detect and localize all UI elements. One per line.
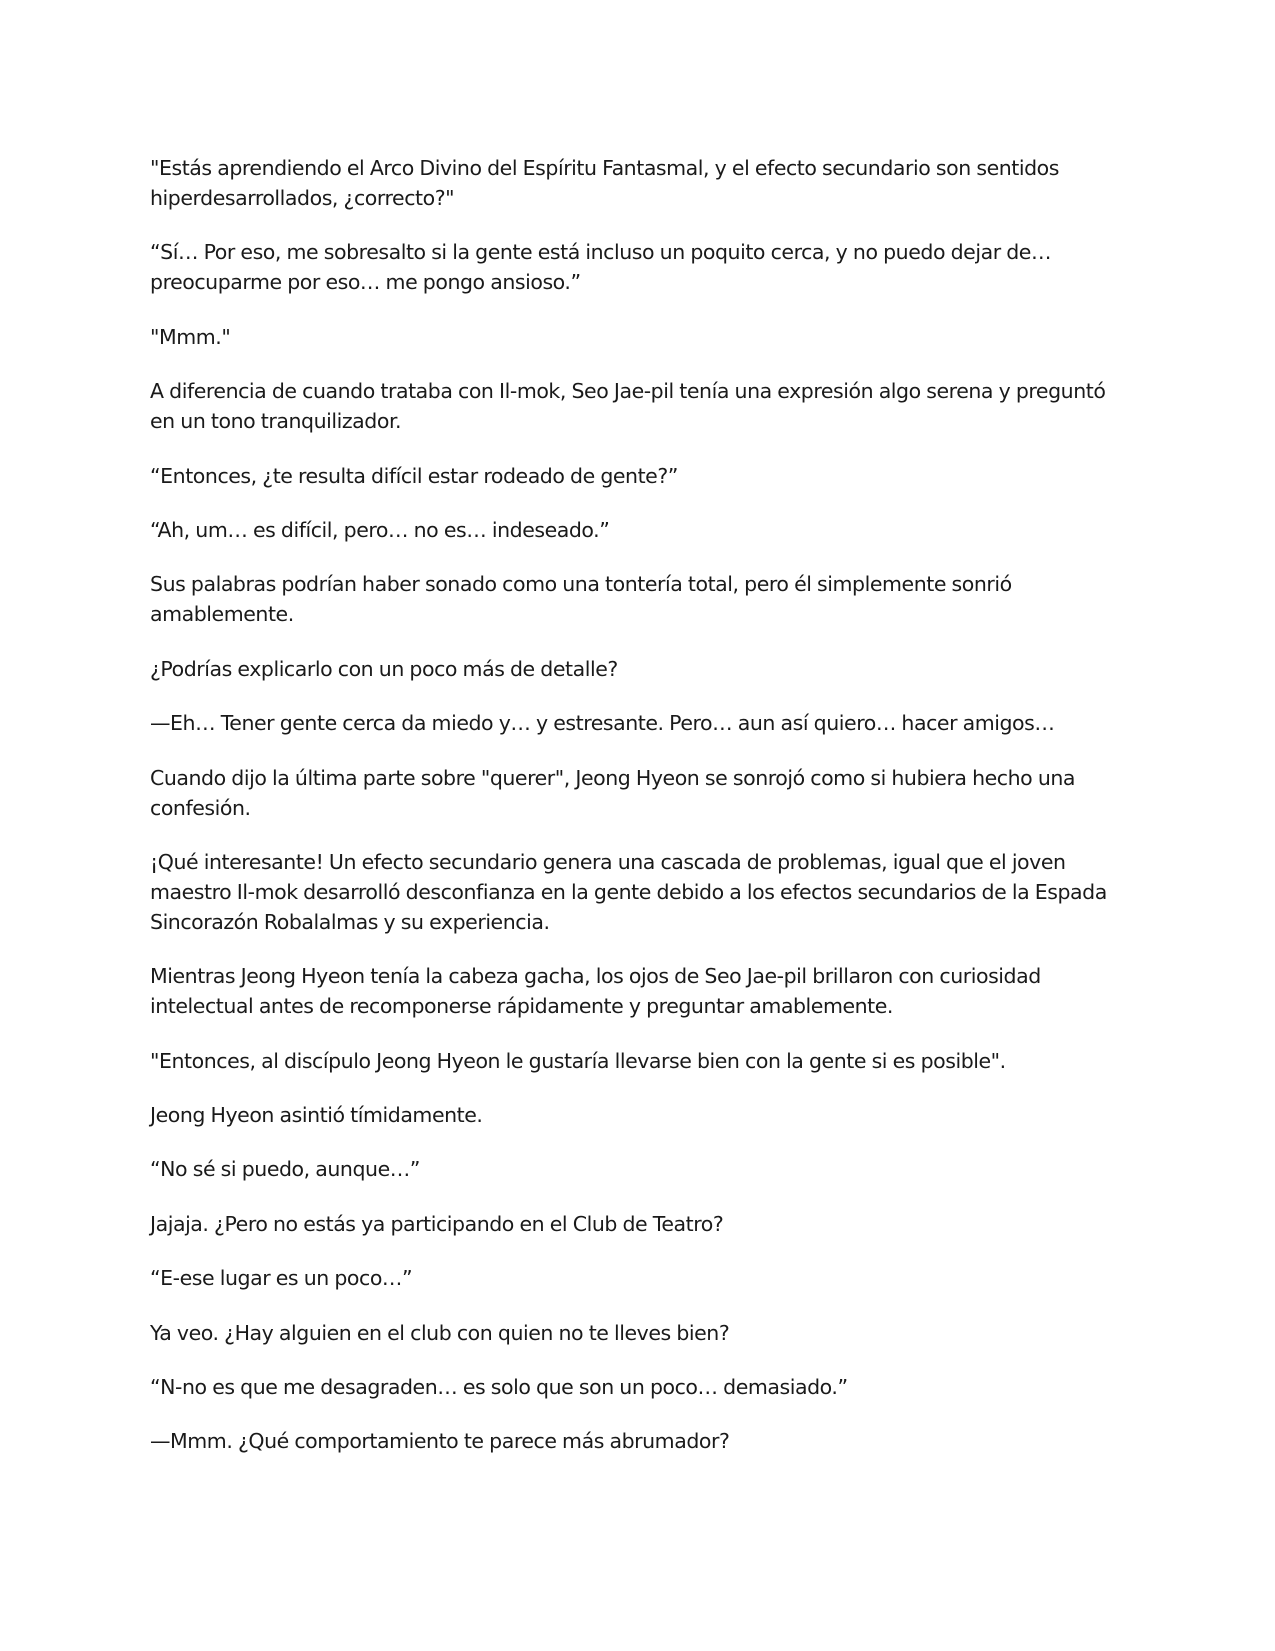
paragraph-12: Mientras Jeong Hyeon tenía la cabeza gacha, los ojos de Seo Jae-pil brillaron con curiosidad intelectual antes de recomponerse rápidamente y preguntar amablemente. bbox=[150, 964, 1041, 1019]
paragraph-1: "Estás aprendiendo el Arco Divino del Espíritu Fantasmal, y el efecto secundario son sentidos hiperdesarrollados, ¿correcto?" bbox=[150, 156, 1059, 210]
paragraph-5: “Entonces, ¿te resulta difícil estar rodeado de gente?” bbox=[150, 463, 678, 488]
paragraph-19: “N-no es que me desagraden… es solo que son un poco… demasiado.” bbox=[150, 1375, 848, 1400]
paragraph-18: Ya veo. ¿Hay alguien en el club con quien no te lleves bien? bbox=[150, 1320, 730, 1345]
paragraph-16: Jajaja. ¿Pero no estás ya participando en el Club de Teatro? bbox=[150, 1211, 724, 1236]
paragraph-3: "Mmm." bbox=[150, 324, 231, 349]
paragraph-17: “E-ese lugar es un poco…” bbox=[150, 1266, 413, 1291]
document-body bbox=[150, 153, 1125, 1481]
paragraph-20: —Mmm. ¿Qué comportamiento te parece más abrumador? bbox=[150, 1429, 730, 1454]
paragraph-11: ¡Qué interesante! Un efecto secundario genera una cascada de problemas, igual que el joven maestro Il-mok desarrolló desconfianza en la gente debido a los efectos secundarios de la Espada Sincorazón Robalalmas y su experiencia. bbox=[150, 849, 1107, 934]
paragraph-7: Sus palabras podrían haber sonado como una tontería total, pero él simplemente sonrió amablemente. bbox=[150, 572, 1012, 627]
paragraph-9: —Eh… Tener gente cerca da miedo y… y estresante. Pero… aun así quiero… hacer amigos… bbox=[150, 711, 1055, 736]
paragraph-6: “Ah, um… es difícil, pero… no es… indeseado.” bbox=[150, 517, 610, 542]
paragraph-14: Jeong Hyeon asintió tímidamente. bbox=[150, 1103, 483, 1128]
paragraph-10: Cuando dijo la última parte sobre "querer", Jeong Hyeon se sonrojó como si hubiera hecho una confesión. bbox=[150, 765, 1076, 820]
paragraph-15: “No sé si puedo, aunque…” bbox=[150, 1157, 420, 1182]
paragraph-13: "Entonces, al discípulo Jeong Hyeon le gustaría llevarse bien con la gente si es posible". bbox=[150, 1048, 1006, 1073]
paragraph-8: ¿Podrías explicarlo con un poco más de detalle? bbox=[150, 656, 618, 681]
paragraph-4: A diferencia de cuando trataba con Il-mok, Seo Jae-pil tenía una expresión algo serena y preguntó en un tono tranquilizador. bbox=[150, 379, 1106, 434]
paragraph-2: “Sí… Por eso, me sobresalto si la gente está incluso un poquito cerca, y no puedo dejar de… preocuparme por eso… me pongo ansioso.” bbox=[150, 240, 1052, 295]
